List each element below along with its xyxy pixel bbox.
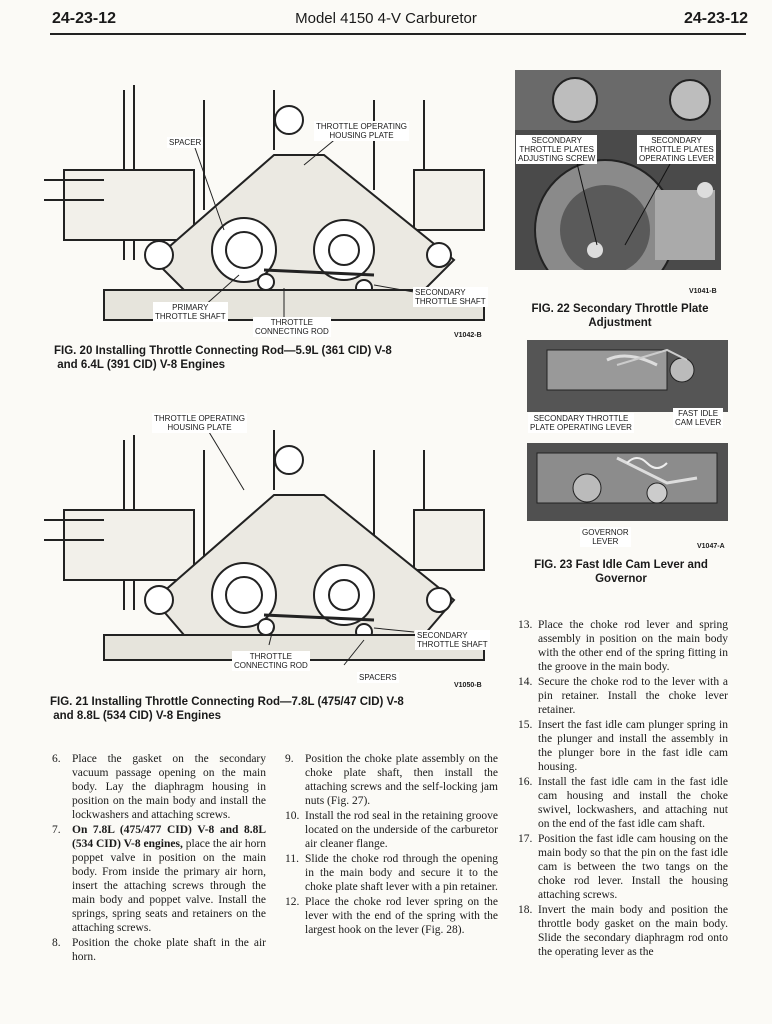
instruction-step xyxy=(518,718,728,774)
step-number: 14. xyxy=(518,676,533,688)
fig20-code: V1042-B xyxy=(454,332,482,339)
instruction-step xyxy=(285,752,498,808)
page-number-left: 24-23-12 xyxy=(52,10,117,27)
fig20-label-primary: PRIMARY THROTTLE SHAFT xyxy=(155,303,226,321)
instruction-step xyxy=(518,775,728,831)
text-column-1 xyxy=(52,752,266,965)
instruction-step xyxy=(518,675,728,717)
fig23-photo-top xyxy=(527,340,728,412)
fig23-photo-bottom xyxy=(527,443,728,521)
instruction-step xyxy=(518,618,728,674)
instruction-step xyxy=(52,936,266,964)
step-number: 16. xyxy=(518,776,533,788)
fig23-code: V1047-A xyxy=(697,543,725,550)
instruction-step xyxy=(285,895,498,937)
instruction-step xyxy=(52,752,266,822)
page-title: Model 4150 4-V Carburetor xyxy=(295,10,477,27)
step-text: Secure the choke rod to the lever with a pin retainer. Install the choke lever retainer. xyxy=(538,676,728,716)
fig23-label-fast-idle: FAST IDLE CAM LEVER xyxy=(675,409,722,427)
fig21-label-spacers: SPACERS xyxy=(359,673,397,682)
step-emphasis: On 7.8L (475/477 CID) V-8 and 8.8L (534 CID) V-8 engines, xyxy=(72,824,266,850)
step-text: Install the rod seal in the retaining groove located on the underside of the carburetor air cleaner flange. xyxy=(305,810,498,850)
instruction-step xyxy=(518,903,728,959)
step-text: Position the choke plate assembly on the choke plate shaft, then install the attaching screws and the self-locking jam nuts (Fig. 27). xyxy=(305,753,498,807)
fig22-caption: FIG. 22 Secondary Throttle Plate Adjustment xyxy=(531,303,709,329)
header-rule xyxy=(50,33,746,35)
fig22-photo xyxy=(515,70,721,270)
step-text: Invert the main body and position the throttle body gasket on the main body. Slide the secondary diaphragm rod onto the operating lever as the xyxy=(538,904,728,958)
text-column-2 xyxy=(285,752,498,938)
fig20-caption: FIG. 20 Installing Throttle Connecting Rod—5.9L (361 CID) V-8 and 6.4L (391 CID) V-8 Engines xyxy=(54,345,392,371)
fig20-label-spacer: SPACER xyxy=(169,138,202,147)
fig22-code: V1041-B xyxy=(689,288,717,295)
fig20-label-throttle-plate: THROTTLE OPERATING HOUSING PLATE xyxy=(316,122,407,140)
step-number: 11. xyxy=(285,853,299,865)
fig21-label-throttle-plate: THROTTLE OPERATING HOUSING PLATE xyxy=(154,414,245,432)
step-number: 10. xyxy=(285,810,300,822)
page-number-right: 24-23-12 xyxy=(683,10,748,27)
fig23-label-secondary: SECONDARY THROTTLE PLATE OPERATING LEVER xyxy=(530,414,632,432)
step-text: Position the fast idle cam housing on the main body so that the pin on the fast idle cam is between the two tangs on the choke rod lever. Install the housing attaching screws. xyxy=(538,833,728,901)
instruction-step xyxy=(285,809,498,851)
fig20-label-secondary: SECONDARY THROTTLE SHAFT xyxy=(415,288,486,306)
step-number: 9. xyxy=(285,753,294,765)
step-number: 12. xyxy=(285,896,300,908)
fig22-label-adjusting: SECONDARY THROTTLE PLATES ADJUSTING SCREW xyxy=(518,136,596,163)
step-text: Slide the choke rod through the opening in the main body and secure it to the choke plate shaft lever with a pin retainer. xyxy=(305,853,498,893)
fig20-label-rod: THROTTLE CONNECTING ROD xyxy=(255,318,329,336)
instruction-step xyxy=(518,832,728,902)
fig21-code: V1050-B xyxy=(454,682,482,689)
step-number: 18. xyxy=(518,904,533,916)
step-text: Place the choke rod lever spring on the lever with the end of the spring with the largest hook on the lever (Fig. 28). xyxy=(305,896,498,936)
fig23-caption: FIG. 23 Fast Idle Cam Lever and Governor xyxy=(534,559,708,585)
step-text: Place the gasket on the secondary vacuum passage opening on the main body. Lay the diaphragm housing in position on the main body and install the lockwashers and attaching screws. xyxy=(72,753,266,821)
fig21-label-secondary: SECONDARY THROTTLE SHAFT xyxy=(417,631,488,649)
step-text: Install the fast idle cam in the fast idle cam housing and install the choke swivel, lockwashers, and attaching nut on the end of the fast idle cam shaft. xyxy=(538,776,728,830)
step-number: 13. xyxy=(518,619,533,631)
step-text: Position the choke plate shaft in the air horn. xyxy=(72,937,266,963)
step-text: Place the choke rod lever and spring assembly in position on the main body with the other end of the spring fitting in the groove in the main body. xyxy=(538,619,728,673)
step-text: place the air horn poppet valve in position on the main body. From inside the primary air horn, insert the attaching screws through the main body and poppet valve. Install the springs, spring seats and retainers on the attaching screws. xyxy=(72,838,266,934)
step-number: 8. xyxy=(52,937,61,949)
fig21-label-rod: THROTTLE CONNECTING ROD xyxy=(234,652,308,670)
fig21-caption: FIG. 21 Installing Throttle Connecting Rod—7.8L (475/47 CID) V-8 and 8.8L (534 CID) V-8 Engines xyxy=(50,696,404,722)
step-number: 15. xyxy=(518,719,533,731)
step-number: 7. xyxy=(52,824,61,836)
step-number: 17. xyxy=(518,833,533,845)
page-header xyxy=(0,6,772,36)
step-number: 6. xyxy=(52,753,61,765)
instruction-step xyxy=(52,823,266,935)
fig23-label-governor: GOVERNOR LEVER xyxy=(582,528,629,546)
instruction-step xyxy=(285,852,498,894)
fig22-label-operating: SECONDARY THROTTLE PLATES OPERATING LEVER xyxy=(639,136,714,163)
step-text: Insert the fast idle cam plunger spring in the plunger and install the assembly in the plunger bore in the fast idle cam housing. xyxy=(538,719,728,773)
text-column-3 xyxy=(518,618,728,960)
